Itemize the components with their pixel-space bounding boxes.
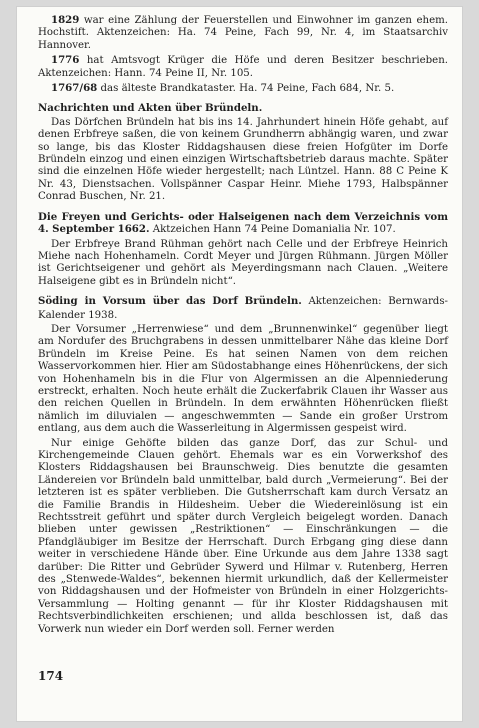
intro-entry-1767 <box>38 82 448 95</box>
intro-text: hat Amtsvogt Krüger die Höfe und deren Besitzer beschrieben. Aktenzeichen: Hann. 74 Peine II, Nr. 105. <box>38 55 448 79</box>
section-heading-text: Söding in Vorsum über das Dorf Bründeln. <box>38 295 302 308</box>
section-reference: Aktzeichen Hann 74 Peine Domanialia Nr. 107. <box>149 224 396 236</box>
section-heading-soeding <box>38 295 448 322</box>
section-heading-nachrichten: Nachrichten und Akten über Bründeln. <box>38 102 263 115</box>
intro-entry-1776 <box>38 54 448 80</box>
intro-year: 1767/68 <box>51 82 98 95</box>
page-number: 174 <box>38 669 64 683</box>
section-body-nachrichten: Das Dörfchen Bründeln hat bis ins 14. Jahrhundert hinein Höfe gehabt, auf denen Erbfreye saßen, die von keinem Grundherrn abhängig waren, und zwar so lange, bis das Kloster Riddagshausen diese freien Hofgüter im Dorfe Bründeln einzog und einen einzigen Wirtschaftsbetrieb daraus machte. Später sind die einzelnen Höfe wieder hergestellt; nach Lüntzel. Hann. 88 C Peine K Nr. 43, Dienstsachen. Vollspänner Caspar Heinr. Miehe 1793, Halbspänner Conrad Buschen, Nr. 21. <box>38 116 448 203</box>
section-reference: Aktenzeichen: Bernwards-Kalender 1938. <box>38 296 449 321</box>
page-text <box>38 14 448 638</box>
intro-entry-1829 <box>38 14 448 52</box>
book-page <box>16 6 463 722</box>
section-paragraph: Nur einige Gehöfte bilden das ganze Dorf, das zur Schul- und Kirchengemeinde Clauen gehört. Ehemals war es ein Vorwerkshof des Klosters Riddagshausen bei Braunschweig. Dies benutzte die gesamten Ländereien vor Bründeln bald unmittelbar, bald durch „Vermeierung“. Bei der letzteren ist es später verblieben. Die Gutsherrschaft kam durch Versatz an die Familie Brandis in Hildesheim. Ueber die Wiedereinlösung ist ein Rechtsstreit geführt und später durch Vergleich beigelegt worden. Danach blieben unter gewissen „Restriktionen“ — Einschränkungen — die Pfandgläubiger im Besitze der Herrschaft. Durch Erbgang ging diese dann weiter in verschiedene Hände über. Eine Urkunde aus dem Jahre 1338 sagt darüber: Die Ritter und Gebrüder Sywerd und Hilmar v. Rutenberg, Herren des „Stenwede-Waldes“, bekennen hiermit urkundlich, daß der Kellermeister von Riddagshausen und der Hofmeister von Bründeln in einer Holzgerichts-Versammlung — Holting genannt — für ihr Kloster Riddagshausen mit Rechtsverbindlichkeiten erschienen; und allda beschlossen ist, daß das Vorwerk nun wieder ein Dorf werden soll. Ferner werden <box>38 437 448 635</box>
intro-year: 1776 <box>51 54 80 67</box>
section-body-freyen: Der Erbfreye Brand Rühman gehört nach Celle und der Erbfreye Heinrich Miehe nach Hohenhameln. Cordt Meyer und Jürgen Rühmann. Jürgen Möller ist Gerichtseigener und gehört als Meyerdingsmann nach Clauen. „Weitere Halseigene gibt es in Bründeln nicht“. <box>38 238 448 287</box>
intro-text: war eine Zählung der Feuerstellen und Einwohner im ganzen ehem. Hochstift. Aktenzeichen: Ha. 74 Peine, Fach 99, Nr. 4, im Staatsarchiv Hannover. <box>38 15 448 51</box>
section-heading-freyen <box>38 211 448 237</box>
intro-year: 1829 <box>51 14 80 26</box>
intro-text: das älteste Brandkataster. Ha. 74 Peine, Fach 684, Nr. 5. <box>97 83 395 95</box>
section-heading-text: Die Freyen und Gerichts- oder Halseigenen nach dem Verzeichnis vom 4. September 1662. <box>38 210 448 236</box>
section-paragraph: Der Vorsumer „Herrenwiese“ und dem „Brunnenwinkel“ gegenüber liegt am Nordufer des Bruchgrabens in dessen unmittelbarer Nähe das kleine Dorf Bründeln im Kreise Peine. Es hat seinen Namen von dem reichen Wasservorkommen hier. Hier am Südostabhange eines Höhenrückens, der sich von Hohenhameln bis in die Flur von Algermissen an die Alpenniederung erstreckt, erhalten. Noch heute erhält die Zuckerfabrik Clauen ihr Wasser aus den reichen Quellen in Bründeln. In dem erwähnten Höhenrücken fließt nämlich im diluvialen — angeschwemmten — Sande ein großer Urstrom entlang, aus dem auch die Wasserleitung in Algermissen gespeist wird. <box>38 323 448 435</box>
